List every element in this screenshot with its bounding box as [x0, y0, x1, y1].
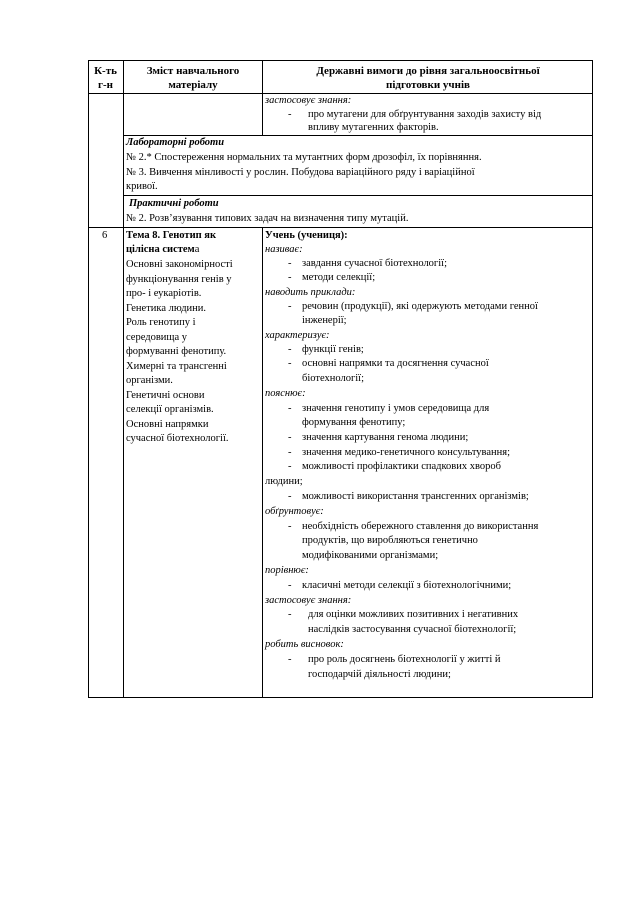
header-content: Зміст навчального матеріалу [146, 65, 240, 91]
req-dash: - [288, 447, 292, 458]
req-label-applies: застосовує знання: [265, 595, 352, 606]
req-item: значення картування генома людини; [302, 432, 469, 443]
topic-top-line [88, 227, 593, 228]
req-item: значення генотипу і умов середовища для [302, 403, 490, 414]
req-label-explains: пояснює: [265, 388, 306, 399]
topic-content-line: Генетика людини. [126, 302, 207, 314]
req-label-examples: наводить приклади: [265, 287, 356, 298]
req-item: методи селекції; [302, 272, 376, 283]
req-item: основні напрямки та досягнення сучасної [302, 358, 489, 369]
req-item: формування фенотипу; [302, 417, 406, 428]
req-label-characterizes: характеризує: [265, 330, 330, 341]
req-dash: - [288, 654, 292, 665]
req-item-tail: людини; [265, 476, 303, 487]
req-dash: - [288, 403, 292, 414]
req-item: наслідків застосування сучасної біотехнології; [308, 624, 517, 635]
topic-content-line: Химерні та трансгенні [126, 360, 227, 372]
req-label-names: називає: [265, 244, 303, 255]
req-item: для оцінки можливих позитивних і негативних [308, 609, 519, 620]
req-item: продуктів, що виробляються генетично [302, 535, 478, 546]
topic-content-line: сучасної біотехнології. [126, 433, 229, 444]
practice-title: Практичні роботи [129, 198, 219, 209]
topic-content-line: організми. [126, 375, 173, 386]
req-dash: - [288, 609, 292, 620]
req-dash: - [288, 521, 292, 532]
req-dash: - [288, 358, 292, 369]
req-dash: - [288, 272, 292, 283]
req-dash: - [288, 461, 292, 472]
labs-line-3: кривої. [126, 181, 158, 192]
req-item: речовин (продукції), які одержують методами генної [302, 301, 538, 312]
topic-content-line: формуванні фенотипу. [126, 346, 227, 357]
topic-content-line: середовища у [126, 331, 188, 343]
cont-item-line-2: впливу мутагенних факторів. [308, 122, 439, 133]
req-dash: - [288, 301, 292, 312]
req-label-justifies: обґрунтовує: [265, 506, 324, 517]
topic-content-line: Роль генотипу і [126, 317, 196, 328]
req-dash: - [288, 580, 292, 591]
req-item: значення медико-генетичного консультування; [302, 447, 511, 458]
header-requirements: Державні вимоги до рівня загальноосвітньої підготовки учнів [316, 65, 540, 91]
topic-content-line: Основні закономірності [126, 259, 233, 270]
topic-hours: 6 [102, 230, 108, 241]
req-dash: - [288, 491, 292, 502]
labs-title: Лабораторні роботи [126, 137, 225, 148]
labs-line-1: № 2.* Спостереження нормальних та мутантних форм дрозофіл, їх порівняння. [126, 152, 482, 163]
col-divider-2-bottom [262, 227, 263, 698]
topic-content-line: про- і еукаріотів. [126, 288, 202, 299]
req-item: біотехнології; [302, 373, 365, 384]
topic-content-line: селекції організмів. [126, 404, 214, 415]
topic-content-line: Основні напрямки [126, 418, 209, 430]
req-item: господарчій діяльності людини; [308, 669, 451, 680]
practice-line: № 2. Розв’язування типових задач на визначення типу мутацій. [126, 213, 409, 224]
cont-dash: - [288, 109, 292, 120]
header-hours: К-ть г-н [94, 65, 117, 91]
labs-line-2: № 3. Вивчення мінливості у рослин. Побудова варіаційного ряду і варіаційної [126, 167, 475, 178]
req-item: завдання сучасної біотехнології; [302, 258, 447, 269]
req-item: про роль досягнень біотехнології у житті й [308, 654, 501, 665]
topic-content-line: Генетичні основи [126, 389, 205, 401]
req-item: можливості профілактики спадкових хвороб [302, 461, 501, 472]
topic-title-line-1: Тема 8. Генотип як [126, 230, 217, 241]
req-label-concludes: робить висновок: [265, 639, 344, 650]
cont-item-line-1: про мутагени для обґрунтування заходів захисту від [308, 109, 542, 120]
practice-top-line [123, 195, 593, 196]
req-dash: - [288, 258, 292, 269]
req-item: класичні методи селекції з біотехнологічними; [302, 580, 512, 591]
req-dash: - [288, 432, 292, 443]
req-item: можливості використання трансгенних організмів; [302, 491, 529, 502]
req-item: модифікованими організмами; [302, 550, 439, 561]
topic-title-line-2: цілісна система [126, 244, 200, 255]
col-divider-1 [123, 60, 124, 698]
req-item: інженерії; [302, 315, 347, 326]
cont-label: застосовує знання: [265, 95, 352, 106]
req-item: необхідність обережного ставлення до використання [302, 521, 539, 532]
req-item: функції генів; [302, 344, 364, 355]
topic-content-line: функціонування генів у [126, 273, 232, 285]
req-title: Учень (учениця): [265, 230, 348, 241]
req-dash: - [288, 344, 292, 355]
req-label-compares: порівнює: [265, 565, 309, 576]
